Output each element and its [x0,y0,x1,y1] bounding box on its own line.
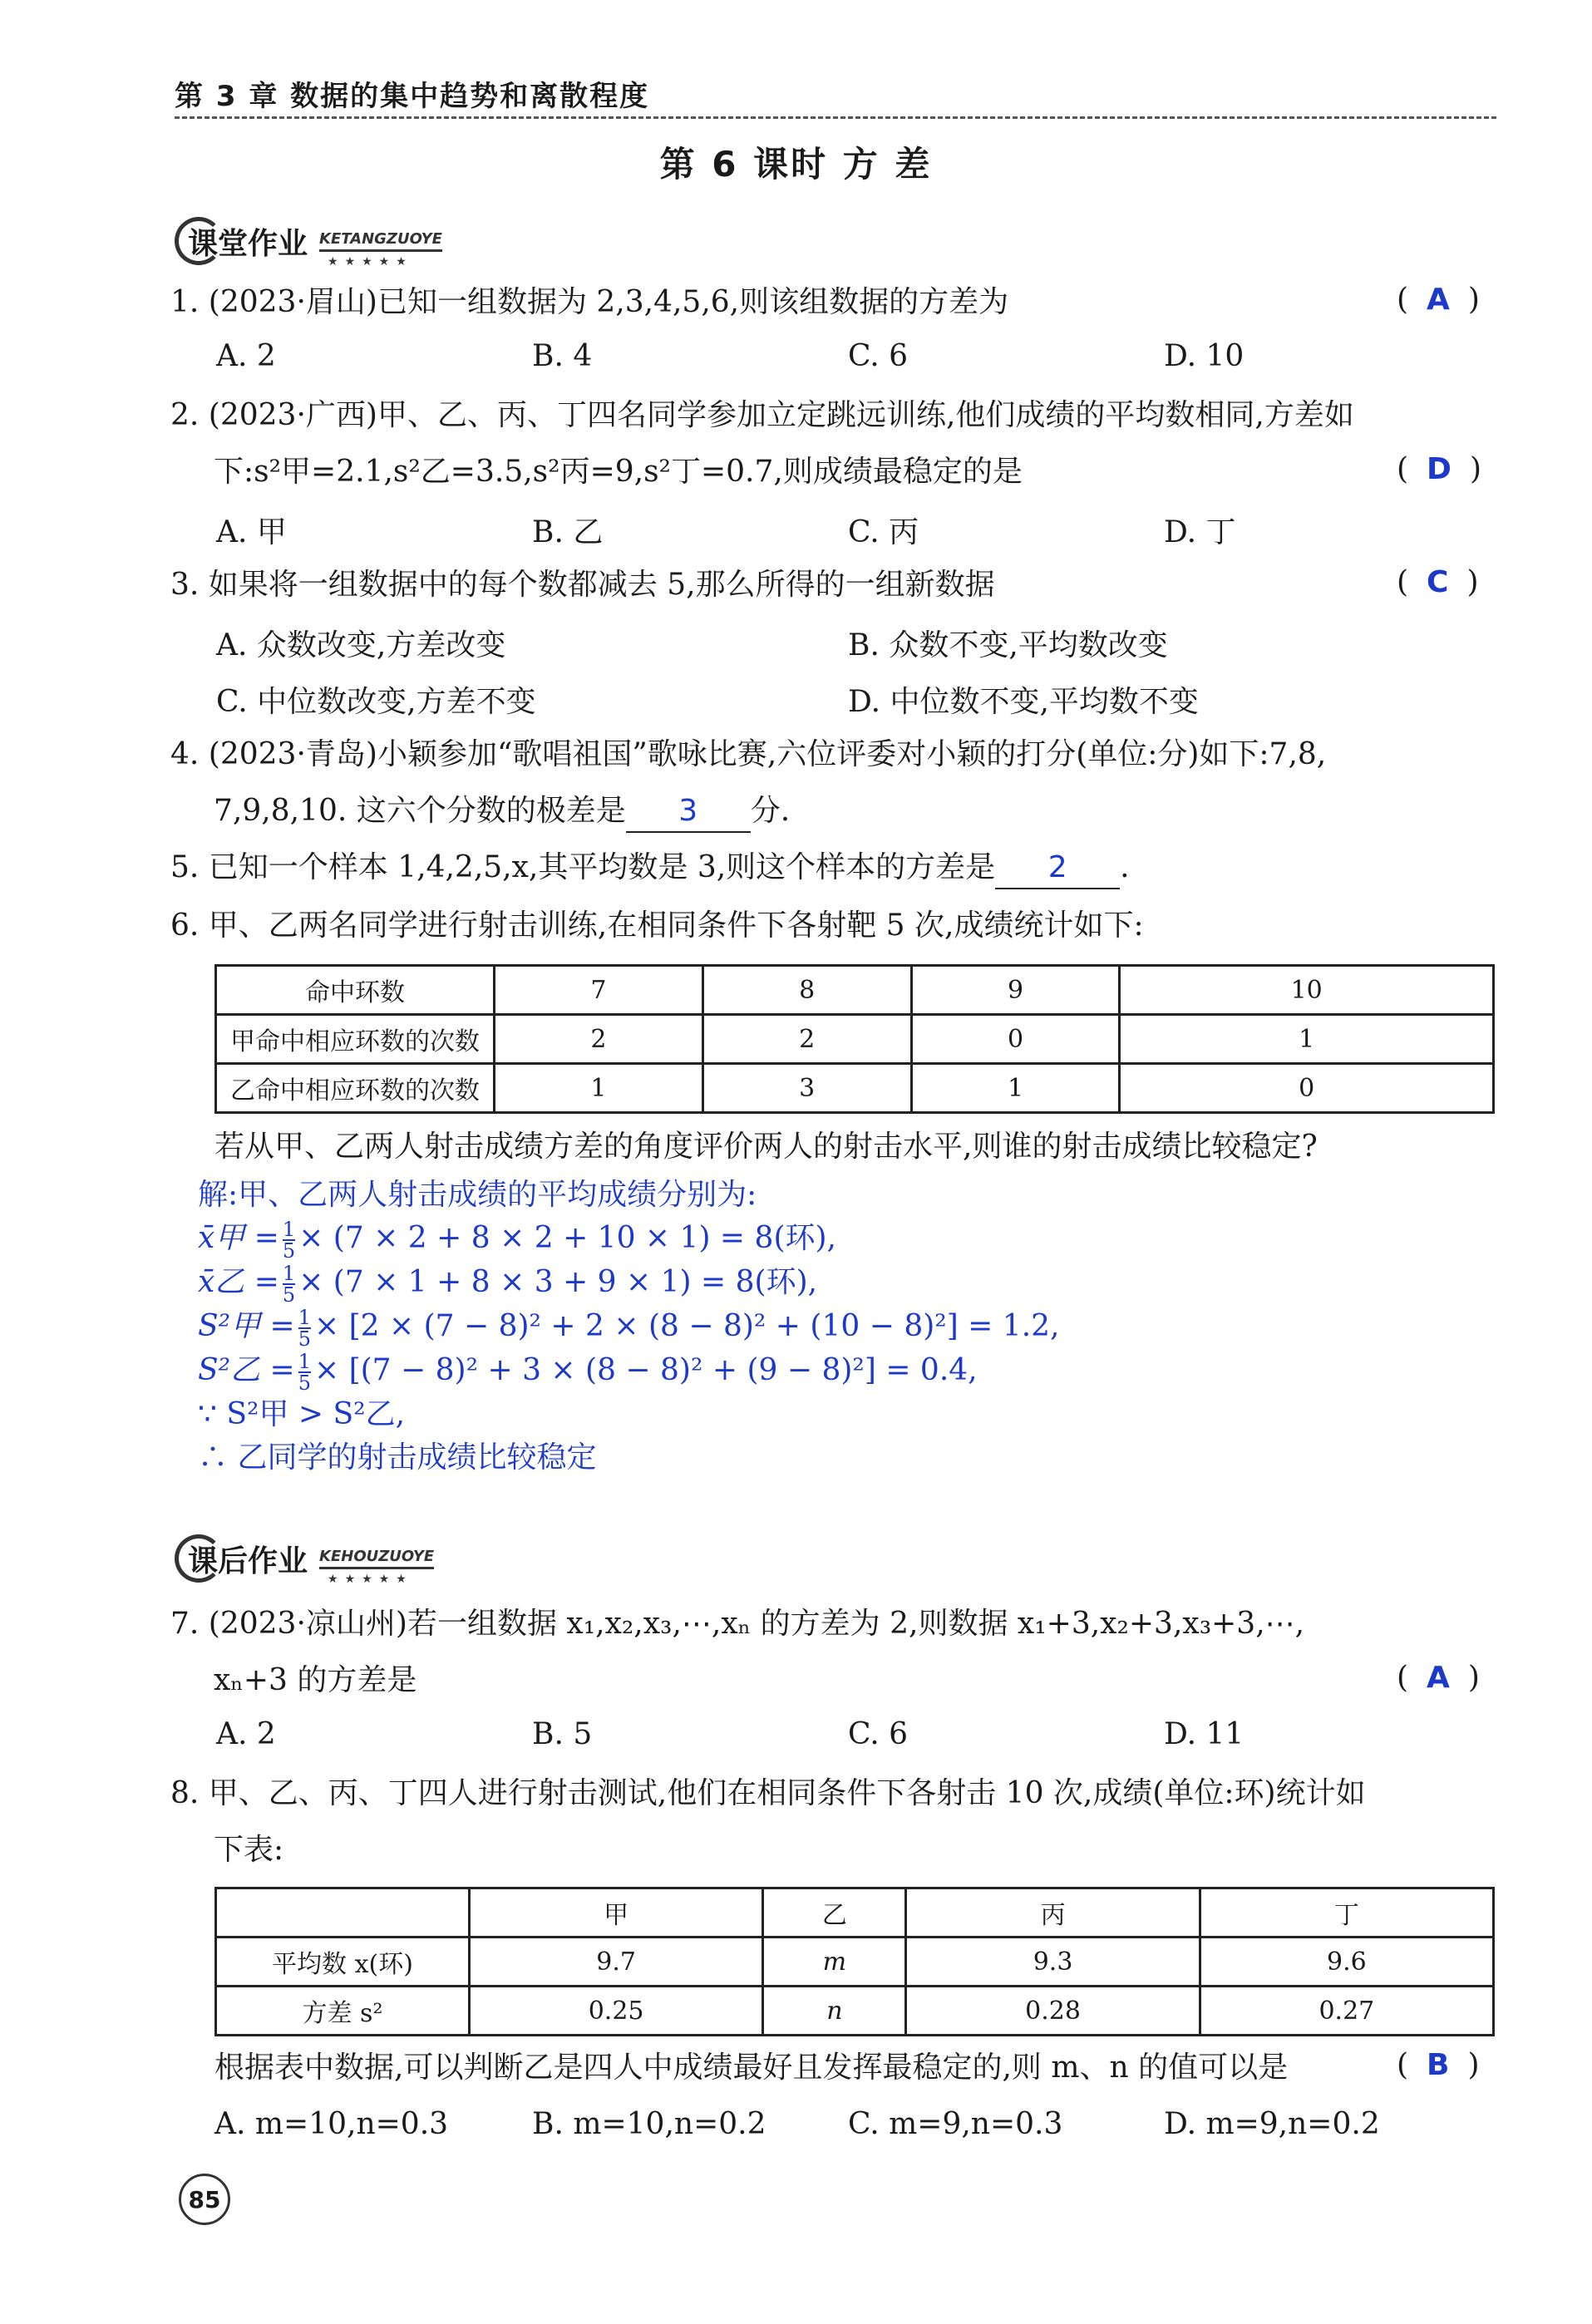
page-number: 85 [179,2174,230,2225]
solution-line: S²甲 = $\frac{1}{5}$ × [2 × (7 − 8)² + 2 × (8 − 8)² + (10 − 8)²] = 1.2, [198,1306,1060,1351]
stars-icon: ★★★★★ [328,1573,413,1586]
table-row [216,1888,1494,1937]
option: D. 10 [1164,339,1245,373]
table-row [216,1937,1494,1987]
question-6-prompt: 若从甲、乙两人射击成绩方差的角度评价两人的射击水平,则谁的射击成绩比较稳定? [214,1130,1318,1164]
question-4 [170,735,1501,833]
answer-bracket: ( B ) [1397,2048,1480,2082]
table-cell: 10 [1120,966,1494,1015]
table-cell: 0.28 [906,1987,1200,2036]
option: C. 丙 [848,515,919,549]
score-table [214,964,1495,1114]
section-homework [175,1529,434,1588]
option: D. 11 [1164,1717,1245,1751]
fraction: $\frac{1}{5}$ [282,1262,296,1307]
table-cell: n [763,1987,906,2036]
table-cell: 甲命中相应环数的次数 [216,1015,495,1064]
question-5: 5. 已知一个样本 1,4,2,5,x,其平均数是 3,则这个样本的方差是 2 . [170,848,1501,889]
solution-line: S²乙 = $\frac{1}{5}$ × [(7 − 8)² + 3 × (8 − 8)² + (9 − 8)²] = 0.4, [198,1350,978,1395]
question-stem: 8. 甲、乙、丙、丁四人进行射击测试,他们在相同条件下各射击 10 次,成绩(单位:环)统计如 [170,1776,1366,1810]
question-6 [170,906,1501,946]
solution-because: ∵ S²甲 > S²乙, [198,1397,406,1431]
table-cell [216,1888,470,1937]
option: D. 丁 [1164,515,1236,549]
question-stem: 下:s²甲=2.1,s²乙=3.5,s²丙=9,s²丁=0.7,则成绩最稳定的是 [214,455,1023,489]
fraction: $\frac{1}{5}$ [282,1218,296,1263]
question-7 [170,1604,1501,1701]
table-cell: 7 [495,966,703,1015]
answer-bracket: ( D ) [1397,452,1481,486]
chapter-title: 第 3 章 数据的集中趋势和离散程度 [175,80,650,113]
table-cell: 1 [911,1064,1120,1113]
question-stem: 2. (2023·广西)甲、乙、丙、丁四名同学参加立定跳远训练,他们成绩的平均数相同,方差如 [170,398,1354,432]
fill-blank: 2 [995,848,1120,889]
stats-table [214,1887,1495,2036]
question-stem: 7. (2023·凉山州)若一组数据 x₁,x₂,x₃,⋯,xₙ 的方差为 2,则数据 x₁+3,x₂+3,x₃+3,⋯, [170,1607,1305,1641]
table-cell: 乙命中相应环数的次数 [216,1064,495,1113]
question-1 [170,283,1501,323]
table-cell: 1 [1120,1015,1494,1064]
answer-bracket: ( A ) [1397,283,1480,317]
answer-value: D [1427,452,1452,486]
option: C. 6 [848,339,909,373]
answer-value: C [1427,565,1449,599]
question-3 [170,565,1501,605]
section-label: 课后作业 [188,1544,308,1578]
section-classwork [175,212,442,270]
option: A. 2 [216,339,276,373]
table-cell: 丁 [1200,1888,1493,1937]
answer-bracket: ( C ) [1397,565,1479,599]
answer-bracket: ( A ) [1397,1661,1480,1695]
section-pinyin: KETANGZUOYE ★★★★★ [319,230,442,268]
answer-value: A [1427,1661,1450,1695]
table-cell: 9.6 [1200,1937,1493,1987]
question-stem: 3. 如果将一组数据中的每个数都减去 5,那么所得的一组新数据 [170,568,995,602]
table-cell: 甲 [470,1888,763,1937]
table-row [216,1015,1494,1064]
fill-blank: 3 [626,791,751,833]
table-row [216,966,1494,1015]
table-cell: m [763,1937,906,1987]
table-cell: 2 [702,1015,911,1064]
option: B. 4 [532,339,593,373]
table-cell: 9 [911,966,1120,1015]
table-cell: 命中环数 [216,966,495,1015]
option: C. 6 [848,1717,909,1751]
table-cell: 1 [495,1064,703,1113]
table-cell: 9.7 [470,1937,763,1987]
table-cell: 方差 s² [216,1987,470,2036]
table-cell: 0 [911,1015,1120,1064]
option: D. m=9,n=0.2 [1164,2107,1380,2141]
lesson-title: 第 6 课时 方 差 [659,144,933,185]
answer-value: A [1427,283,1450,317]
option: A. m=10,n=0.3 [214,2107,449,2141]
option: C. 中位数改变,方差不变 [216,685,536,719]
question-8 [170,1774,1501,1870]
section-pinyin: KEHOUZUOYE ★★★★★ [319,1548,435,1586]
question-8-prompt: 根据表中数据,可以判断乙是四人中成绩最好且发挥最稳定的,则 m、n 的值可以是 [214,2051,1289,2085]
option: B. 乙 [532,515,604,549]
stars-icon: ★★★★★ [328,255,413,268]
table-cell: 8 [702,966,911,1015]
fraction: $\frac{1}{5}$ [298,1350,311,1395]
question-stem: 下表: [214,1833,284,1867]
table-cell: 乙 [763,1888,906,1937]
answer-value: B [1427,2048,1450,2082]
solution-intro: 解:甲、乙两人射击成绩的平均成绩分别为: [198,1178,757,1212]
option: A. 众数改变,方差改变 [216,628,506,662]
option: A. 2 [216,1717,276,1751]
question-2 [170,396,1501,492]
question-stem: 4. (2023·青岛)小颖参加“歌唱祖国”歌咏比赛,六位评委对小颖的打分(单位:分)如下:7,8, [170,737,1327,771]
table-cell: 0.27 [1200,1987,1493,2036]
fraction: $\frac{1}{5}$ [298,1306,311,1351]
question-stem-line2: 7,9,8,10. 这六个分数的极差是 3 分. [170,791,1501,833]
option: D. 中位数不变,平均数不变 [848,685,1199,719]
table-cell: 丙 [906,1888,1200,1937]
option: B. m=10,n=0.2 [532,2107,766,2141]
solution-line: x̄甲 = $\frac{1}{5}$ × (7 × 2 + 8 × 2 + 10 × 1) = 8(环), [198,1218,836,1263]
table-cell: 3 [702,1064,911,1113]
table-row [216,1987,1494,2036]
question-stem: 1. (2023·眉山)已知一组数据为 2,3,4,5,6,则该组数据的方差为 [170,285,1009,319]
solution-therefore: ∴ 乙同学的射击成绩比较稳定 [198,1440,597,1475]
solution-block [198,1174,1060,1480]
option: B. 众数不变,平均数改变 [848,628,1168,662]
table-row [216,1064,1494,1113]
option: A. 甲 [216,515,287,549]
table-cell: 9.3 [906,1937,1200,1987]
option: B. 5 [532,1717,593,1751]
table-cell: 0.25 [470,1987,763,2036]
option: C. m=9,n=0.3 [848,2107,1063,2141]
section-label: 课堂作业 [188,226,308,261]
table-cell: 2 [495,1015,703,1064]
table-cell: 0 [1120,1064,1494,1113]
question-stem: xₙ+3 的方差是 [214,1663,417,1697]
question-stem: 6. 甲、乙两名同学进行射击训练,在相同条件下各射靶 5 次,成绩统计如下: [170,908,1144,943]
header-divider [175,116,1496,119]
table-cell: 平均数 x(环) [216,1937,470,1987]
solution-line: x̄乙 = $\frac{1}{5}$ × (7 × 1 + 8 × 3 + 9 × 1) = 8(环), [198,1262,818,1307]
